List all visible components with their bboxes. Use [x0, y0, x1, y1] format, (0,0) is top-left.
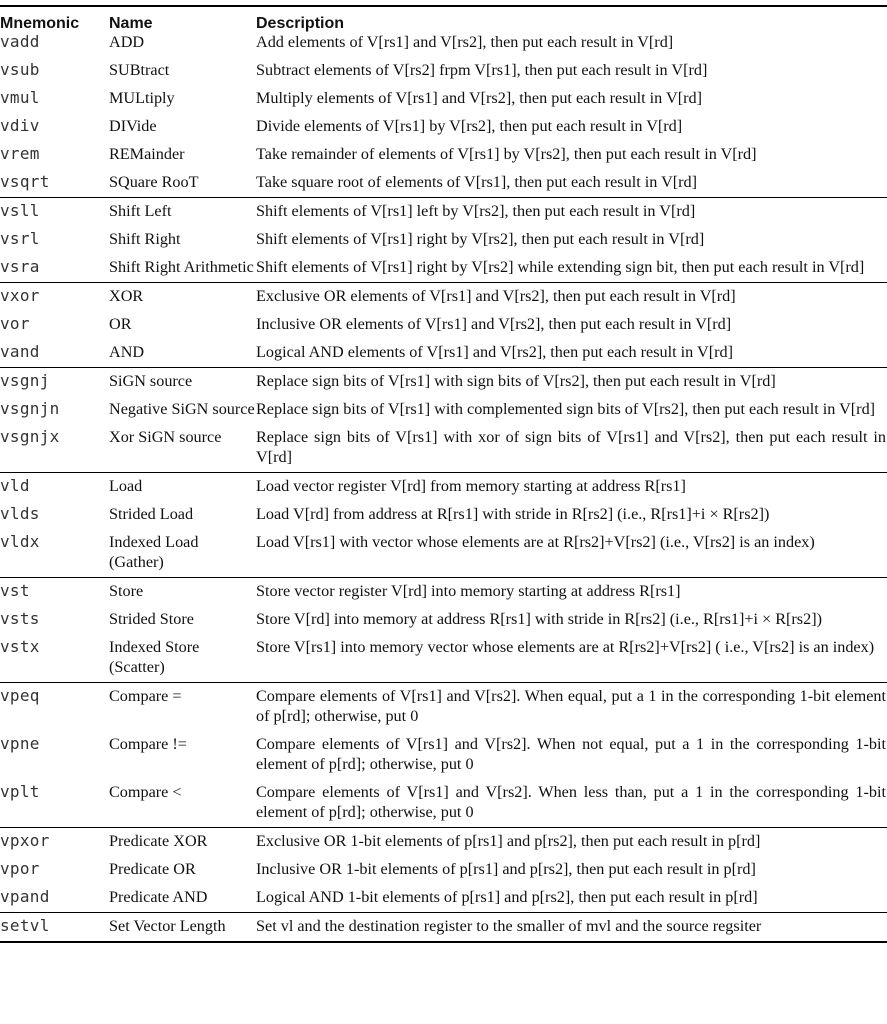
name-cell: Predicate XOR — [109, 828, 256, 857]
table-row — [0, 396, 887, 424]
name-cell: Negative SiGN source — [109, 400, 255, 418]
mnemonic-cell: vsqrt — [0, 172, 50, 191]
name-cell: MULtiply — [109, 89, 175, 107]
table-row — [0, 731, 887, 779]
mnemonic-cell: vpxor — [0, 828, 109, 857]
table-row — [0, 424, 887, 473]
mnemonic-cell: vpeq — [0, 683, 109, 732]
description-cell: Logical AND elements of V[rs1] and V[rs2], then put each result in V[rd] — [256, 343, 733, 361]
mnemonic-cell: vst — [0, 578, 109, 607]
name-cell: Shift Right Arithmetic — [109, 258, 254, 276]
description-cell: Store V[rd] into memory at address R[rs1] with stride in R[rs2] (i.e., R[rs1]+i × R[rs2]) — [256, 610, 822, 628]
table-row — [0, 113, 887, 141]
header-description: Description — [256, 15, 345, 32]
mnemonic-cell: vldx — [0, 532, 40, 551]
table-row — [0, 141, 887, 169]
description-cell: Set vl and the destination register to the smaller of mvl and the source regsiter — [256, 913, 887, 943]
table-row — [0, 473, 887, 502]
table-row — [0, 169, 887, 198]
name-cell: Predicate OR — [109, 860, 196, 878]
description-cell: Load V[rd] from address at R[rs1] with stride in R[rs2] (i.e., R[rs1]+i × R[rs2]) — [256, 505, 770, 523]
description-cell: Shift elements of V[rs1] left by V[rs2], then put each result in V[rd] — [256, 198, 887, 227]
description-cell: Inclusive OR 1-bit elements of p[rs1] and p[rs2], then put each result in p[rd] — [256, 860, 756, 878]
name-cell: Set Vector Length — [109, 913, 256, 943]
table-row — [0, 683, 887, 732]
description-cell: Replace sign bits of V[rs1] with complemented sign bits of V[rs2], then put each result in V[rd] — [256, 400, 876, 418]
mnemonic-cell: vrem — [0, 144, 40, 163]
mnemonic-cell: vdiv — [0, 116, 40, 135]
name-cell: SUBtract — [109, 61, 170, 79]
description-cell: Replace sign bits of V[rs1] with xor of sign bits of V[rs1] and V[rs2], then put each result in V[rd] — [256, 428, 886, 466]
table-row — [0, 779, 887, 828]
table-row — [0, 856, 887, 884]
mnemonic-cell: vlds — [0, 504, 40, 523]
table-row — [0, 254, 887, 283]
description-cell: Load V[rs1] with vector whose elements are at R[rs2]+V[rs2] (i.e., V[rs2] is an index) — [256, 533, 815, 551]
name-cell: Shift Left — [109, 198, 256, 227]
description-cell: Load vector register V[rd] from memory starting at address R[rs1] — [256, 473, 887, 502]
table-row — [0, 913, 887, 943]
table-row — [0, 339, 887, 368]
description-cell: Replace sign bits of V[rs1] with sign bits of V[rs2], then put each result in V[rd] — [256, 368, 887, 397]
table-row — [0, 368, 887, 397]
table-row — [0, 32, 887, 57]
name-cell: Indexed Load (Gather) — [109, 533, 199, 571]
table-row — [0, 884, 887, 913]
table-row — [0, 283, 887, 312]
description-cell: Store V[rs1] into memory vector whose elements are at R[rs2]+V[rs2] ( i.e., V[rs2] is an index) — [256, 638, 875, 656]
table-body — [0, 32, 887, 942]
name-cell: REMainder — [109, 145, 185, 163]
description-cell: Subtract elements of V[rs2] frpm V[rs1], then put each result in V[rd] — [256, 61, 708, 79]
name-cell: Xor SiGN source — [109, 428, 222, 446]
name-cell: Compare != — [109, 735, 187, 753]
mnemonic-cell: vsgnjn — [0, 399, 60, 418]
mnemonic-cell: setvl — [0, 913, 109, 943]
mnemonic-cell: vplt — [0, 782, 40, 801]
description-cell: Shift elements of V[rs1] right by V[rs2], then put each result in V[rd] — [256, 230, 705, 248]
name-cell: Predicate AND — [109, 888, 208, 906]
mnemonic-cell: vmul — [0, 88, 40, 107]
mnemonic-cell: vsts — [0, 609, 40, 628]
description-cell: Take square root of elements of V[rs1], then put each result in V[rd] — [256, 173, 698, 191]
name-cell: Compare = — [109, 683, 256, 732]
name-cell: Shift Right — [109, 230, 181, 248]
mnemonic-cell: vsll — [0, 198, 109, 227]
mnemonic-cell: vadd — [0, 32, 40, 51]
description-cell: Compare elements of V[rs1] and V[rs2]. When equal, put a 1 in the corresponding 1-bit element of p[rd]; otherwise, put 0 — [256, 683, 887, 732]
description-cell: Exclusive OR elements of V[rs1] and V[rs2], then put each result in V[rd] — [256, 283, 887, 312]
name-cell: SiGN source — [109, 368, 256, 397]
mnemonic-cell: vsgnjx — [0, 427, 60, 446]
name-cell: Indexed Store (Scatter) — [109, 638, 200, 676]
description-cell: Shift elements of V[rs1] right by V[rs2] while extending sign bit, then put each result in V[rd] — [256, 258, 865, 276]
mnemonic-cell: vand — [0, 342, 40, 361]
name-cell: OR — [109, 315, 132, 333]
mnemonic-cell: vsub — [0, 60, 40, 79]
name-cell: Load — [109, 473, 256, 502]
mnemonic-cell: vstx — [0, 637, 40, 656]
description-cell: Compare elements of V[rs1] and V[rs2]. When not equal, put a 1 in the corresponding 1-bit element of p[rd]; otherwise, put 0 — [256, 735, 886, 773]
table-row — [0, 501, 887, 529]
table-row — [0, 828, 887, 857]
description-cell: Divide elements of V[rs1] by V[rs2], then put each result in V[rd] — [256, 117, 683, 135]
name-cell: ADD — [109, 33, 145, 51]
table-row — [0, 606, 887, 634]
mnemonic-cell: vsra — [0, 257, 40, 276]
header-row — [0, 6, 887, 32]
table-row — [0, 529, 887, 578]
table-row — [0, 226, 887, 254]
vector-instruction-table — [0, 5, 887, 943]
description-cell: Multiply elements of V[rs1] and V[rs2], then put each result in V[rd] — [256, 89, 702, 107]
mnemonic-cell: vor — [0, 314, 30, 333]
table-row — [0, 85, 887, 113]
name-cell: Strided Load — [109, 505, 194, 523]
table-row — [0, 311, 887, 339]
name-cell: Compare < — [109, 783, 182, 801]
mnemonic-cell: vsrl — [0, 229, 40, 248]
mnemonic-cell: vxor — [0, 283, 109, 312]
name-cell: Strided Store — [109, 610, 194, 628]
header-name: Name — [109, 15, 153, 32]
name-cell: DIVide — [109, 117, 157, 135]
mnemonic-cell: vpor — [0, 859, 40, 878]
description-cell: Logical AND 1-bit elements of p[rs1] and p[rs2], then put each result in p[rd] — [256, 888, 758, 906]
table-row — [0, 57, 887, 85]
description-cell: Exclusive OR 1-bit elements of p[rs1] and p[rs2], then put each result in p[rd] — [256, 828, 887, 857]
description-cell: Store vector register V[rd] into memory starting at address R[rs1] — [256, 578, 887, 607]
description-cell: Take remainder of elements of V[rs1] by V[rs2], then put each result in V[rd] — [256, 145, 757, 163]
table-row — [0, 634, 887, 683]
mnemonic-cell: vld — [0, 473, 109, 502]
mnemonic-cell: vpne — [0, 734, 40, 753]
name-cell: XOR — [109, 283, 256, 312]
mnemonic-cell: vsgnj — [0, 368, 109, 397]
description-cell: Compare elements of V[rs1] and V[rs2]. When less than, put a 1 in the corresponding 1-bit element of p[rd]; otherwise, put 0 — [256, 783, 886, 821]
table-row — [0, 198, 887, 227]
table-row — [0, 578, 887, 607]
description-cell: Add elements of V[rs1] and V[rs2], then put each result in V[rd] — [256, 33, 674, 51]
name-cell: Store — [109, 578, 256, 607]
name-cell: AND — [109, 343, 145, 361]
mnemonic-cell: vpand — [0, 887, 50, 906]
header-mnemonic: Mnemonic — [0, 15, 80, 32]
description-cell: Inclusive OR elements of V[rs1] and V[rs2], then put each result in V[rd] — [256, 315, 732, 333]
name-cell: SQuare RooT — [109, 173, 199, 191]
